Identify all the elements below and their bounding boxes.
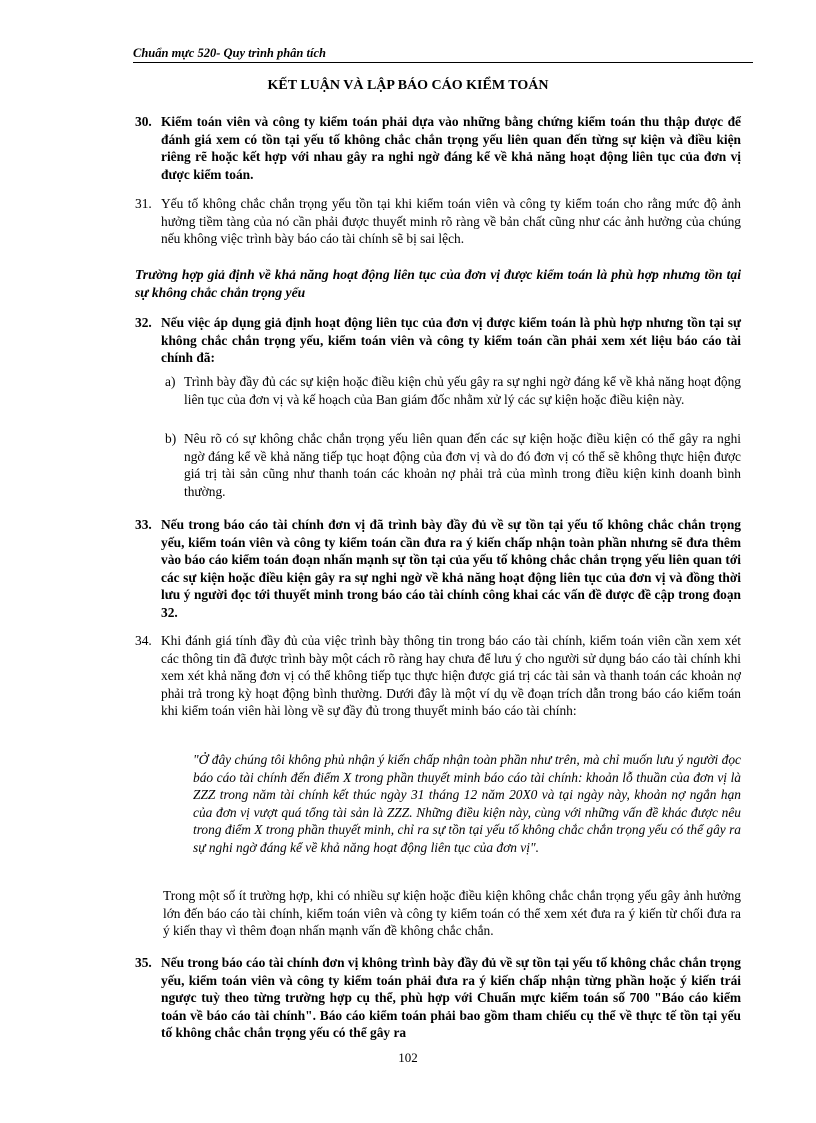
- paragraph-30: [135, 113, 741, 183]
- page-number: 102: [398, 1050, 418, 1065]
- paragraph-text: Kiểm toán viên và công ty kiểm toán phải dựa vào những bằng chứng kiểm toán thu thập được để đánh giá xem có tồn tại yếu tố không chắc chắn trọng yếu liên quan đến từng sự kiện và điều kiện riêng rẽ hoặc kết hợp với nhau gây ra nghi ngờ đáng kể về khả năng hoạt động liên tục của đơn vị được kiểm toán.: [161, 114, 741, 182]
- paragraph-34: [135, 632, 741, 720]
- paragraph-text: Nếu trong báo cáo tài chính đơn vị đã trình bày đầy đủ về sự tồn tại yếu tố không chắc chắn trọng yếu, kiểm toán viên và công ty kiểm toán cần đưa ra ý kiến chấp nhận toàn phần nhưng sẽ đưa thêm vào báo cáo kiểm toán đoạn nhấn mạnh sự tồn tại của yếu tố không chắc chắn trọng yếu liên quan tới các sự kiện hoặc điều kiện gây ra sự nghi ngờ về khả năng hoạt động liên tục của đơn vị và đồng thời lưu ý người đọc tới thuyết minh trong báo cáo tài chính công khai các vấn đề được đề cập trong đoạn 32.: [161, 517, 741, 620]
- section-heading: Trường hợp giả định về khả năng hoạt động liên tục của đơn vị được kiểm toán là phù hợp nhưng tồn tại sự không chắc chắn trọng yếu: [135, 267, 741, 300]
- paragraph-text: Nếu trong báo cáo tài chính đơn vị không trình bày đầy đủ về sự tồn tại yếu tố không chắc chắn trọng yếu, kiểm toán viên và công ty kiểm toán phải đưa ra ý kiến chấp nhận từng phần hoặc ý kiến trái ngược tuỳ theo từng trường hợp cụ thể, phù hợp với Chuẩn mực kiểm toán số 700 "Báo cáo kiểm toán về báo cáo tài chính". Báo cáo kiểm toán phải bao gồm tham chiếu cụ thể về thực tế tồn tại yếu tố không chắc chắn trọng yếu có thể gây ra: [161, 955, 741, 1041]
- page-title: KẾT LUẬN VÀ LẬP BÁO CÁO KIỂM TOÁN: [267, 78, 549, 93]
- paragraph-text: Yếu tố không chắc chắn trọng yếu tồn tại khi kiểm toán viên và công ty kiểm toán cho rằng mức độ ảnh hưởng tiềm tàng của nó cần phải được thuyết minh rõ ràng về bản chất cũng như các ảnh hưởng của chúng nếu không việc trình bày báo cáo tài chính sẽ bị sai lệch.: [161, 196, 741, 247]
- paragraph-35: [135, 954, 741, 1042]
- paragraph-number: 30.: [135, 114, 152, 129]
- paragraph-number: 35.: [135, 955, 152, 970]
- paragraph-32: [135, 314, 741, 367]
- list-label: b): [165, 431, 177, 446]
- paragraph-text: Khi đánh giá tính đầy đủ của việc trình bày thông tin trong báo cáo tài chính, kiểm toán viên cần xem xét các thông tin đã được trình bày một cách rõ ràng hay chưa để lưu ý cho người sử dụng báo cáo tài chính khi xem xét khả năng đơn vị có thể không tiếp tục thực hiện được giá trị các tài sản và thanh toán các khoản nợ phải trả trong kỳ hoạt động bình thường. Dưới đây là một ví dụ về đoạn trích dẫn trong báo cáo kiểm toán khi kiểm toán viên hài lòng về sự đầy đủ trong thuyết minh báo cáo tài chính:: [161, 633, 741, 719]
- quoted-example: "Ở đây chúng tôi không phủ nhận ý kiến chấp nhận toàn phần như trên, mà chỉ muốn lưu ý người đọc báo cáo tài chính đến điểm X trong phần thuyết minh báo cáo tài chính: khoản lỗ thuần của đơn vị là ZZZ trong năm tài chính kết thúc ngày 31 tháng 12 năm 20X0 và tại ngày này, khoản nợ ngắn hạn của đơn vị vượt quá tổng tài sản là ZZZ. Những điều kiện này, cùng với những vấn đề khác được nêu trong điểm X trong phần thuyết minh, chỉ ra sự tồn tại yếu tố không chắc chắn trọng yếu có thể gây ra sự nghi ngờ đáng kể về khả năng hoạt động liên tục của đơn vị".: [193, 752, 741, 855]
- paragraph-33: [135, 516, 741, 622]
- list-label: a): [165, 374, 176, 389]
- list-text: Nêu rõ có sự không chắc chắn trọng yếu liên quan đến các sự kiện hoặc điều kiện có thể gây ra nghi ngờ đáng kể về khả năng tiếp tục hoạt động của đơn vị và do đó đơn vị có thể sẽ không thực hiện được giá trị tài sản cũng như thanh toán các khoản nợ phải trả của mình trong điều kiện kinh doanh bình thường.: [184, 431, 741, 499]
- paragraph-text: Nếu việc áp dụng giả định hoạt động liên tục của đơn vị được kiểm toán là phù hợp nhưng tồn tại sự không chắc chắn trọng yếu, kiểm toán viên và công ty kiểm toán cần phải xem xét liệu báo cáo tài chính đã:: [161, 315, 741, 366]
- paragraph-number: 32.: [135, 315, 152, 330]
- paragraph-number: 31.: [135, 196, 152, 211]
- running-header: Chuẩn mực 520- Quy trình phân tích: [133, 46, 753, 63]
- list-item-a: [165, 373, 741, 408]
- paragraph-31: [135, 195, 741, 248]
- list-text: Trình bày đầy đủ các sự kiện hoặc điều kiện chủ yếu gây ra sự nghi ngờ đáng kể về khả năng hoạt động liên tục của đơn vị và kế hoạch của Ban giám đốc nhằm xử lý các sự kiện hoặc điều kiện này.: [184, 374, 741, 407]
- list-item-b: [165, 430, 741, 500]
- paragraph-number: 34.: [135, 633, 152, 648]
- paragraph-number: 33.: [135, 517, 152, 532]
- paragraph-34-continuation: Trong một số ít trường hợp, khi có nhiều sự kiện hoặc điều kiện không chắc chắn trọng yếu gây ảnh hưởng lớn đến báo cáo tài chính, kiểm toán viên và công ty kiểm toán có thể xem xét đưa ra ý kiến từ chối đưa ra ý kiến thay vì thêm đoạn nhấn mạnh vấn đề không chắc chắn.: [163, 888, 741, 939]
